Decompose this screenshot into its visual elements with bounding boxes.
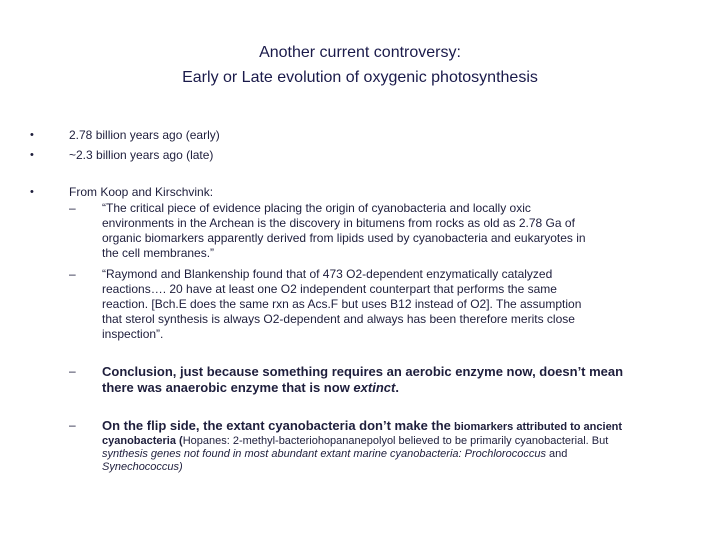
bullet-text: From Koop and Kirschvink: [69,185,214,199]
quote-line: reactions…. 20 have at least one O2 independent counterpart that performs the same [102,282,557,296]
quote-line: “Raymond and Blankenship found that of 473 O2-dependent enzymatically catalyzed [102,267,553,281]
conclusion-line-2: there was anaerobic enzyme that is now extinct. [102,380,399,395]
conclusion-line-1: Conclusion, just because something requires an aerobic enzyme now, doesn’t mean [102,364,624,379]
quote-line: organic biomarkers apparently derived from lipids used by cyanobacteria and eukaryotes in [102,231,586,245]
flip-line-3: synthesis genes not found in most abundant extant marine cyanobacteria: Prochlorococcus and [102,448,568,460]
quote-line: that sterol synthesis is always O2-dependent and always has been therefore merits close [102,312,575,326]
extinct-emphasis: extinct [353,380,396,395]
dash-marker: – [69,201,76,215]
bullet-text: 2.78 billion years ago (early) [69,128,220,142]
quote-line: inspection”. [102,327,164,341]
quote-line: “The critical piece of evidence placing the origin of cyanobacteria and locally oxic [102,201,531,215]
quote-line: environments in the Archean is the discovery in bitumens from rocks as old as 2.78 Ga of [102,216,575,230]
flip-line-2: cyanobacteria (Hopanes: 2-methyl-bacteriohopananepolyol believed to be primarily cyanobacterial. But [102,435,609,447]
bullet-marker: • [30,129,34,141]
quote-line: reaction. [Bch.E does the same rxn as Acs.F but uses B12 instead of O2]. The assumption [102,297,582,311]
flip-line-4: Synechococcus) [102,461,183,473]
quote-line: the cell membranes.” [102,246,215,260]
bullet-text: ~2.3 billion years ago (late) [69,148,214,162]
slide-title [0,40,720,90]
dash-marker: – [69,267,76,281]
dash-marker: – [69,418,76,432]
dash-marker: – [69,364,76,378]
title-line-2: Early or Late evolution of oxygenic photosynthesis [182,69,538,86]
bullet-marker: • [30,186,34,198]
flip-line-1: On the flip side, the extant cyanobacteria don’t make the biomarkers attributed to ancient [102,418,623,433]
bullet-marker: • [30,149,34,161]
title-line-1: Another current controversy: [259,44,461,61]
